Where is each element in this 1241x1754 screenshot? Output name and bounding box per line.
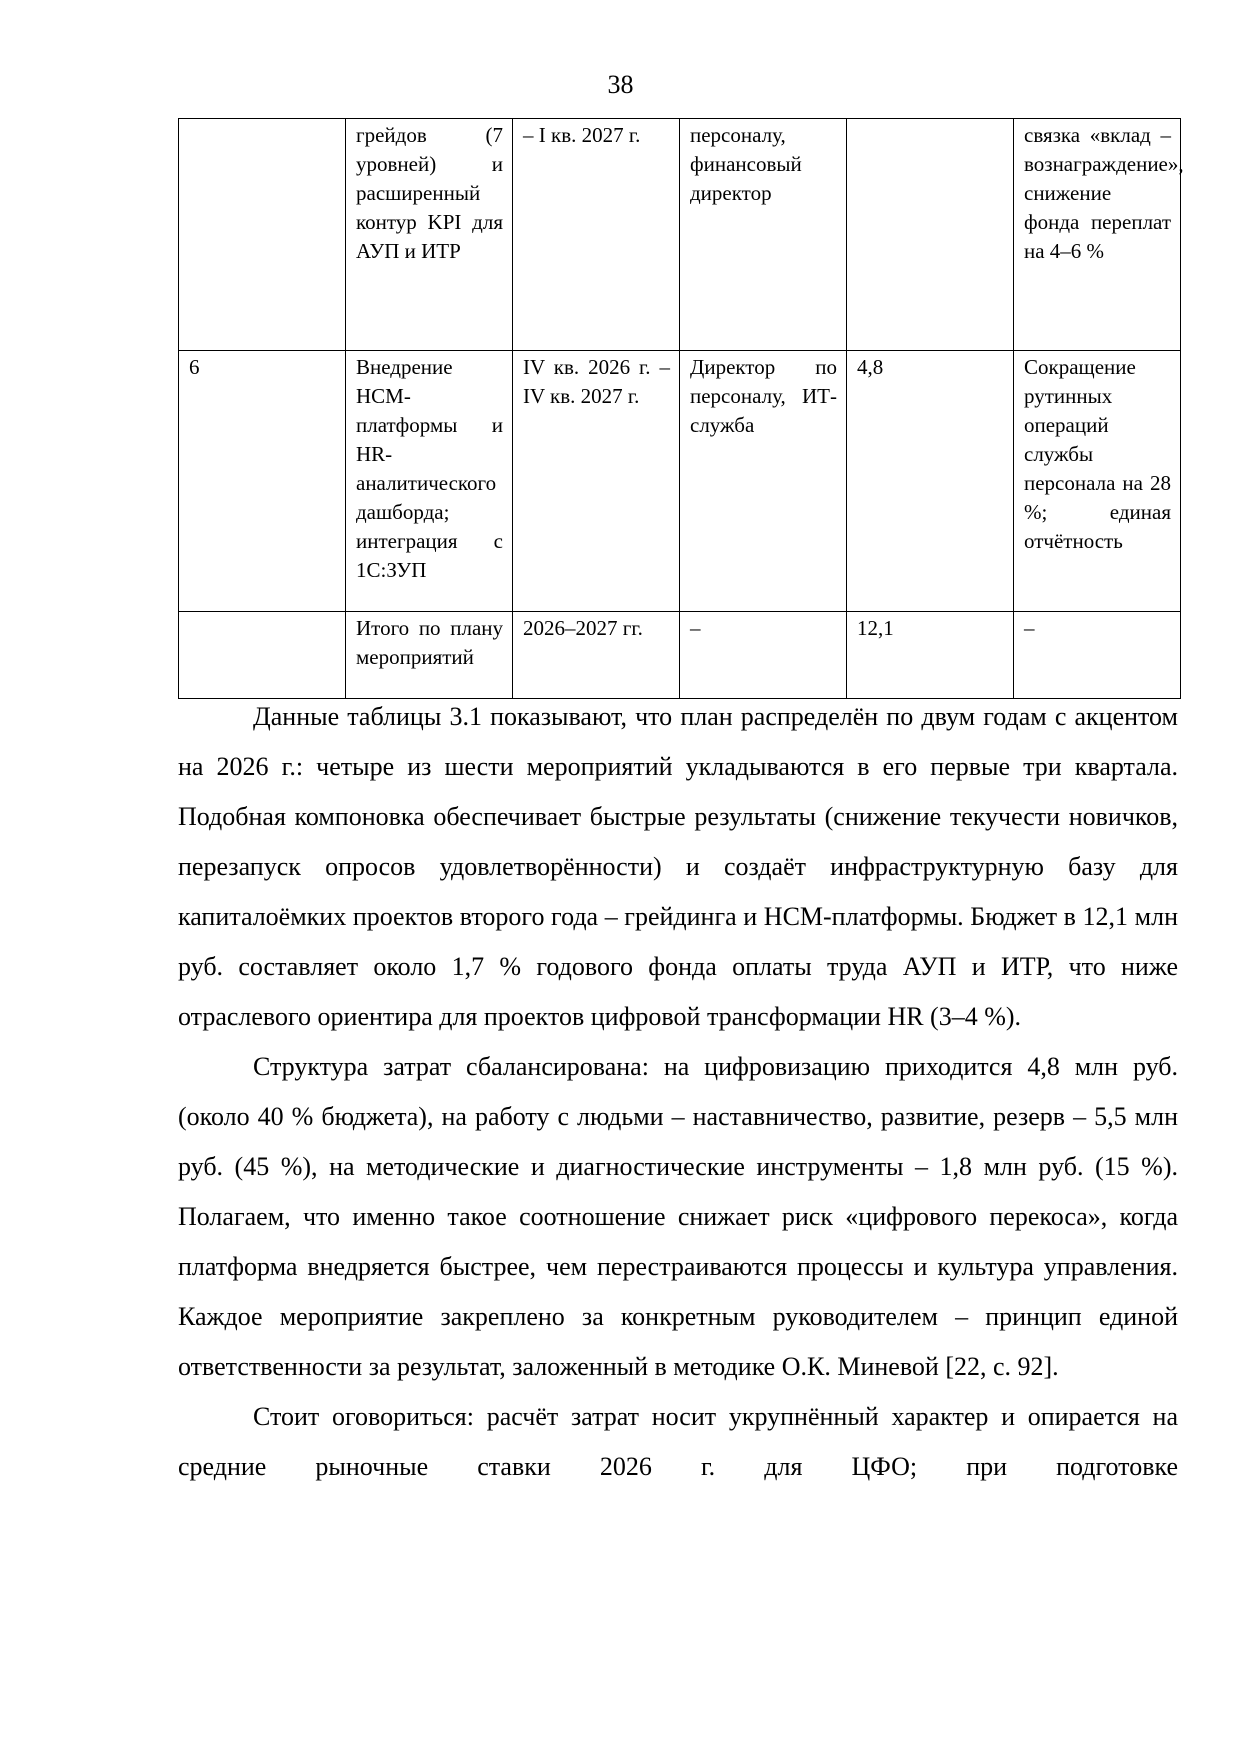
- paragraph: Стоит оговориться: расчёт затрат носит укрупнённый характер и опирается на средние рыночные ставки 2026 г. для ЦФО; при подготовке: [178, 1402, 1178, 1481]
- table-row: [179, 612, 1181, 699]
- body-text: [178, 692, 1178, 1492]
- action-cell: Итого по плану мероприятий: [346, 612, 513, 699]
- period-cell: 2026–2027 гг.: [513, 612, 680, 699]
- budget-cell: 4,8: [847, 351, 1014, 612]
- budget-cell: 12,1: [847, 612, 1014, 699]
- row-number-cell: 6: [179, 351, 346, 612]
- effect-cell: связка «вклад – вознаграждение», снижение фонда переплат на 4–6 %: [1014, 119, 1181, 351]
- responsible-cell: персоналу, финансовый директор: [680, 119, 847, 351]
- budget-cell: [847, 119, 1014, 351]
- table-row: [179, 351, 1181, 612]
- responsible-cell: Директор по персоналу, ИТ-служба: [680, 351, 847, 612]
- paragraph: Данные таблицы 3.1 показывают, что план распределён по двум годам с акцентом на 2026 г.: четыре из шести мероприятий укладываются в его первые три квартала. Подобная компоновка обеспечивает быстрые результаты (снижение текучести новичков, перезапуск опросов удовлетворённости) и создаёт инфраструктурную базу для капиталоёмких проектов второго года – грейдинга и HCM-платформы. Бюджет в 12,1 млн руб. составляет около 1,7 % годового фонда оплаты труда АУП и ИТР, что ниже отраслевого ориентира для проектов цифровой трансформации HR (3–4 %).: [178, 702, 1178, 1031]
- row-number-cell: [179, 119, 346, 351]
- effect-cell: Сокращение рутинных операций службы персонала на 28 %; единая отчётность: [1014, 351, 1181, 612]
- measures-table: [178, 118, 1184, 699]
- page-number: 38: [607, 70, 634, 99]
- effect-cell: –: [1014, 612, 1181, 699]
- period-cell: – I кв. 2027 г.: [513, 119, 680, 351]
- action-cell: Внедрение HCM-платформы и HR-аналитического дашборда; интеграция с 1С:ЗУП: [346, 351, 513, 612]
- paragraph: Структура затрат сбалансирована: на цифровизацию приходится 4,8 млн руб. (около 40 % бюджета), на работу с людьми – наставничество, развитие, резерв – 5,5 млн руб. (45 %), на методические и диагностические инструменты – 1,8 млн руб. (15 %). Полагаем, что именно такое соотношение снижает риск «цифрового перекоса», когда платформа внедряется быстрее, чем перестраиваются процессы и культура управления. Каждое мероприятие закреплено за конкретным руководителем – принцип единой ответственности за результат, заложенный в методике О.К. Миневой [22, с. 92].: [178, 1052, 1178, 1381]
- period-cell: IV кв. 2026 г. – IV кв. 2027 г.: [513, 351, 680, 612]
- action-cell: грейдов (7 уровней) и расширенный контур KPI для АУП и ИТР: [346, 119, 513, 351]
- table-row: [179, 119, 1181, 351]
- row-number-cell: [179, 612, 346, 699]
- responsible-cell: –: [680, 612, 847, 699]
